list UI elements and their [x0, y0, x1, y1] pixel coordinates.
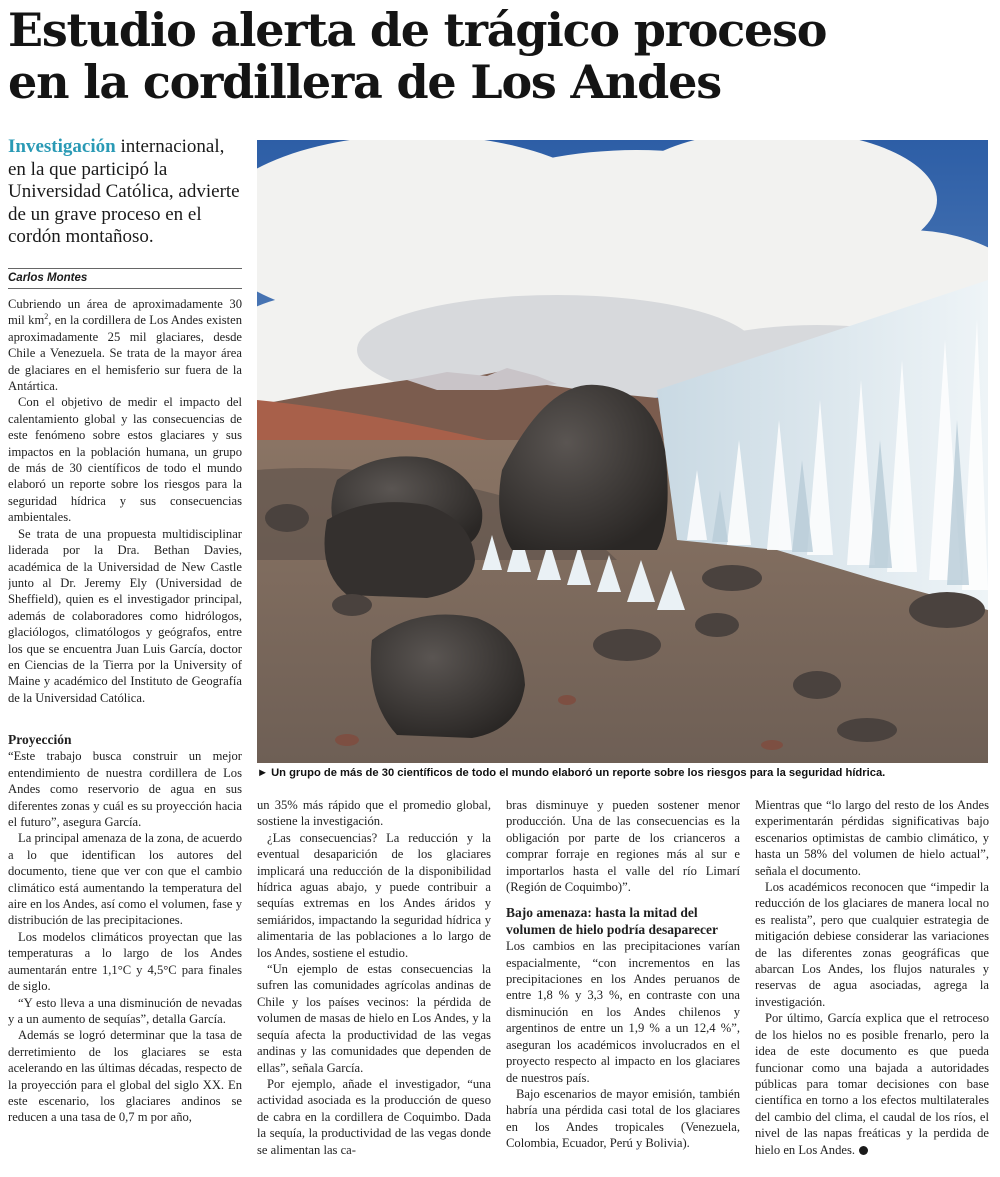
column-1-bottom [8, 732, 242, 1160]
column-2 [257, 797, 491, 1160]
glacier-photo-illustration [257, 140, 988, 763]
photo-caption-text: Un grupo de más de 30 científicos de todo el mundo elaboró un reporte sobre los riesgos para la seguridad hídrica. [271, 767, 886, 779]
glacier-photo [257, 140, 988, 763]
photo-caption [257, 767, 988, 780]
subheading-bajo-amenaza: Bajo amenaza: hasta la mitad del volumen de hielo podría desaparecer [506, 905, 718, 937]
headline [8, 4, 988, 108]
paragraph: Con el objetivo de medir el impacto del calentamiento global y las consecuencias de este fenómeno sobre estos glaciares y sus impactos en la población humana, un grupo de más de 30 científicos de todo el mundo elaboró un reporte sobre los riesgos para la seguridad hídrica y sus consecuencias ambientales. [8, 395, 242, 525]
column-4 [755, 797, 989, 1160]
paragraph: Mientras que “lo largo del resto de los Andes experimentarán pérdidas significativas bajo escenarios optimistas de cambio climático, y hasta un 58% del volumen de hielo actual”, señala el documento. [755, 798, 989, 878]
headline-line-1: Estudio alerta de trágico proceso [8, 3, 827, 57]
paragraph: Los cambios en las precipitaciones varían espacialmente, “con incrementos en las precipitaciones en los Andes peruanos de entre 1,8 % y 3,3 %, en contraste con una disminución en los Andes chilenos y argentinos de entre un 1,9 % a un 12,4 %”, aseguran los académicos involucrados en el proyecto respecto al impacto en los glaciares de nuestros país. [506, 939, 740, 1085]
paragraph: Cubriendo un área de aproximadamente 30 mil $km^2$, en la cordillera de Los Andes existen aproximadamente 25 mil glaciares, desde Chile a Venezuela. Se trata de la mayor área de glaciares en el hemisferio sur fuera de la Antártica. [8, 297, 242, 394]
paragraph: Además se logró determinar que la tasa de derretimiento de los glaciares se esta acelerando en las últimas décadas, respecto de la proyección para el global del siglo XX. En este escenario, los glaciares andinos se reducen a una tasa de 0,7 m por año, [8, 1028, 242, 1125]
intro-kicker: Investigación [8, 136, 116, 157]
paragraph: Los académicos reconocen que “impedir la reducción de los glaciares de manera local no es realista”, pero que cualquier estrategia de mitigación debiese considerar las variaciones de las diferentes zonas geográficas que abarcan Los Andes, los flujos naturales y reservas de agua asociadas, agrega la investigación. [755, 880, 989, 1009]
intro-summary [8, 136, 242, 249]
bullet-icon [859, 1146, 868, 1155]
triangle-right-icon: ► [257, 767, 269, 779]
column-1-top [8, 296, 242, 718]
intro-text: internacional, en la que participó la Universidad Católica, advierte de un grave proceso en el cordón montañoso. [8, 136, 240, 247]
paragraph: Se trata de una propuesta multidisciplinar liderada por la Dra. Bethan Davies, académica de la Universidad de New Castle junto al Dr. Jeremy Ely (Universidad de Sheffield), quien es el investigador principal, además de colaboradores como hidrólogos, glaciólogos, climatólogos y geógrafos, entre los que se encuentra Juan Luis García, doctor en Ciencias de la Tierra por la University of Maine y académico del Instituto de Geografía de la Universidad Católica. [8, 526, 242, 705]
final-paragraph-text: Por último, García explica que el retroceso de los hielos no es posible frenarlo, pero la idea de este documento es que pueda funcionar como una bajada a autoridades públicas para tomar decisiones con base científica en torno a los efectos multilaterales del cambio del clima, el caudal de los ríos, el nivel de las napas freáticas y la perdida de hielo en Los Andes. [755, 1011, 989, 1157]
paragraph: Los modelos climáticos proyectan que las temperaturas a lo largo de los Andes aumentarán entre 1,1°C y 4,5°C para finales de siglo. [8, 929, 242, 994]
paragraph: un 35% más rápido que el promedio global, sostiene la investigación. [257, 798, 491, 829]
paragraph: Por ejemplo, añade el investigador, “una actividad asociada es la producción de queso de cabra en la cordillera de Coquimbo. Dada la sequía, la productividad de las vegas donde se alimentan las ca- [257, 1076, 491, 1157]
paragraph [755, 1010, 989, 1158]
paragraph: “Un ejemplo de estas consecuencias la sufren las comunidades agrícolas andinas de Chile y los países vecinos: la pérdida de volumen de masas de hielo en Los Andes, y la sequía afecta la productividad de las vegas andinas y las comunidades que dependen de ellas”, señala García. [257, 962, 491, 1075]
headline-line-2: en la cordillera de Los Andes [8, 55, 721, 109]
paragraph: La principal amenaza de la zona, de acuerdo a lo que identifican los autores del documento, tiene que ver con que el cambio climático está aumentando la temperatura del aire en los Andes, así como el volumen, fase y distribución de las precipitaciones. [8, 831, 242, 928]
paragraph: bras disminuye y pueden sostener menor producción. Una de las consecuencias es la obligación por parte de los crianceros a comprar forraje en regiones más al sur e importarlos hasta el valle del río Limarí (Región de Coquimbo)”. [506, 798, 740, 895]
column-3 [506, 797, 740, 1160]
paragraph: Bajo escenarios de mayor emisión, también habría una pérdida casi total de los glaciares en los Andes tropicales (Venezuela, Colombia, Ecuador, Perú y Bolivia). [506, 1086, 740, 1151]
paragraph: ¿Las consecuencias? La reducción y la eventual desaparición de los glaciares implicará una reducción de la disponibilidad hídrica aguas abajo, y puede contribuir a sequías extremas en los Andes áridos y semiáridos, impactando la seguridad hídrica y alimentaria de las poblaciones a lo largo de los Andes, sostiene el estudio. [257, 830, 491, 960]
byline-bottom-rule [8, 288, 242, 289]
paragraph: “Este trabajo busca construir un mejor entendimiento de nuestra cordillera de Los Andes como reservorio de agua en sus diferentes zonas y cuál es su proyección hacia el futuro”, asegura García. [8, 749, 242, 830]
byline-top-rule [8, 268, 242, 269]
subheading-proyeccion: Proyección [8, 732, 72, 747]
byline: Carlos Montes [8, 272, 88, 284]
paragraph: “Y esto lleva a una disminución de nevadas y a un aumento de sequías”, detalla García. [8, 995, 242, 1026]
